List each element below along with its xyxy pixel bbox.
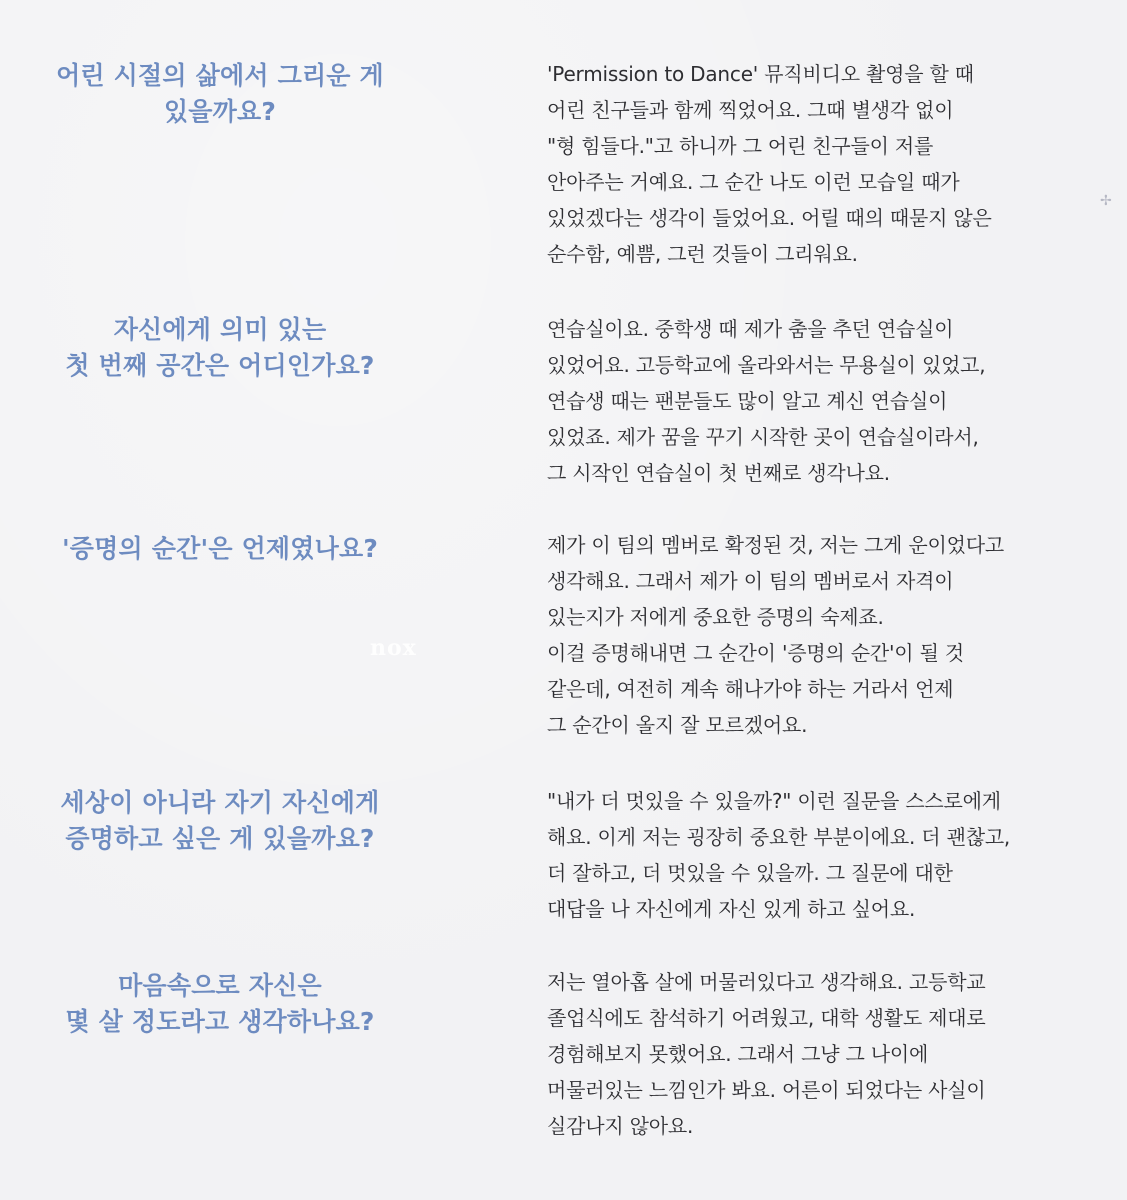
- answer-line: 있는지가 저에게 중요한 증명의 숙제죠.: [547, 605, 884, 629]
- question-line: 자신에게 의미 있는: [113, 315, 327, 344]
- question-line: 증명하고 싶은 게 있을까요?: [65, 824, 375, 853]
- answer-paragraph: [547, 783, 1107, 927]
- question-line: 어린 시절의 삶에서 그리운 게: [56, 61, 384, 90]
- answer-line: 이걸 증명해내면 그 순간이 '증명의 순간'이 될 것: [547, 641, 964, 665]
- answer-line: "내가 더 멋있을 수 있을까?" 이런 질문을 스스로에게: [547, 789, 1001, 813]
- answer-line: 경험해보지 못했어요. 그래서 그냥 그 나이에: [547, 1042, 929, 1066]
- answer-line: 졸업식에도 참석하기 어려웠고, 대학 생활도 제대로: [547, 1006, 986, 1030]
- question-line: 마음속으로 자신은: [118, 971, 322, 1000]
- answer-line: "형 힘들다."고 하니까 그 어린 친구들이 저를: [547, 134, 934, 158]
- answer-line: 더 잘하고, 더 멋있을 수 있을까. 그 질문에 대한: [547, 861, 953, 885]
- answer-line: 실감나지 않아요.: [547, 1114, 694, 1138]
- answer-line: 있었죠. 제가 꿈을 꾸기 시작한 곳이 연습실이라서,: [547, 425, 979, 449]
- answer-line: 그 시작인 연습실이 첫 번째로 생각나요.: [547, 461, 890, 485]
- question-heading: [30, 531, 410, 567]
- answer-line: 있었겠다는 생각이 들었어요. 어릴 때의 때묻지 않은: [547, 206, 992, 230]
- answer-paragraph: [547, 527, 1107, 743]
- answer-line: 어린 친구들과 함께 찍었어요. 그때 별생각 없이: [547, 98, 954, 122]
- question-line: '증명의 순간'은 언제였나요?: [61, 534, 379, 563]
- question-heading: [30, 785, 410, 857]
- answer-line: 같은데, 여전히 계속 해나가야 하는 거라서 언제: [547, 677, 954, 701]
- question-line: 있을까요?: [163, 97, 277, 126]
- answer-line: 생각해요. 그래서 제가 이 팀의 멤버로서 자격이: [547, 569, 954, 593]
- answer-paragraph: [547, 56, 1107, 272]
- answer-line: 안아주는 거예요. 그 순간 나도 이런 모습일 때가: [547, 170, 960, 194]
- question-line: 몇 살 정도라고 생각하나요?: [65, 1007, 375, 1036]
- watermark-text: nox: [370, 635, 417, 661]
- answer-line: 저는 열아홉 살에 머물러있다고 생각해요. 고등학교: [547, 970, 986, 994]
- question-heading: [30, 58, 410, 130]
- answer-line: 있었어요. 고등학교에 올라와서는 무용실이 있었고,: [547, 353, 986, 377]
- answer-line: 연습생 때는 팬분들도 많이 알고 계신 연습실이: [547, 389, 948, 413]
- answer-line: 그 순간이 올지 잘 모르겠어요.: [547, 713, 808, 737]
- answer-line: 'Permission to Dance' 뮤직비디오 촬영을 할 때: [547, 62, 974, 86]
- answer-line: 연습실이요. 중학생 때 제가 춤을 추던 연습실이: [547, 317, 954, 341]
- answer-line: 대답을 나 자신에게 자신 있게 하고 싶어요.: [547, 897, 916, 921]
- question-line: 세상이 아니라 자기 자신에게: [60, 788, 380, 817]
- answer-paragraph: [547, 964, 1107, 1144]
- answer-line: 해요. 이게 저는 굉장히 중요한 부분이에요. 더 괜찮고,: [547, 825, 1011, 849]
- answer-line: 제가 이 팀의 멤버로 확정된 것, 저는 그게 운이었다고: [547, 533, 1004, 557]
- paper-speck-icon: ✢: [1100, 193, 1112, 209]
- answer-line: 순수함, 예쁨, 그런 것들이 그리워요.: [547, 242, 858, 266]
- question-line: 첫 번째 공간은 어디인가요?: [65, 351, 375, 380]
- question-heading: [30, 312, 410, 384]
- answer-paragraph: [547, 311, 1107, 491]
- question-heading: [30, 968, 410, 1040]
- answer-line: 머물러있는 느낌인가 봐요. 어른이 되었다는 사실이: [547, 1078, 986, 1102]
